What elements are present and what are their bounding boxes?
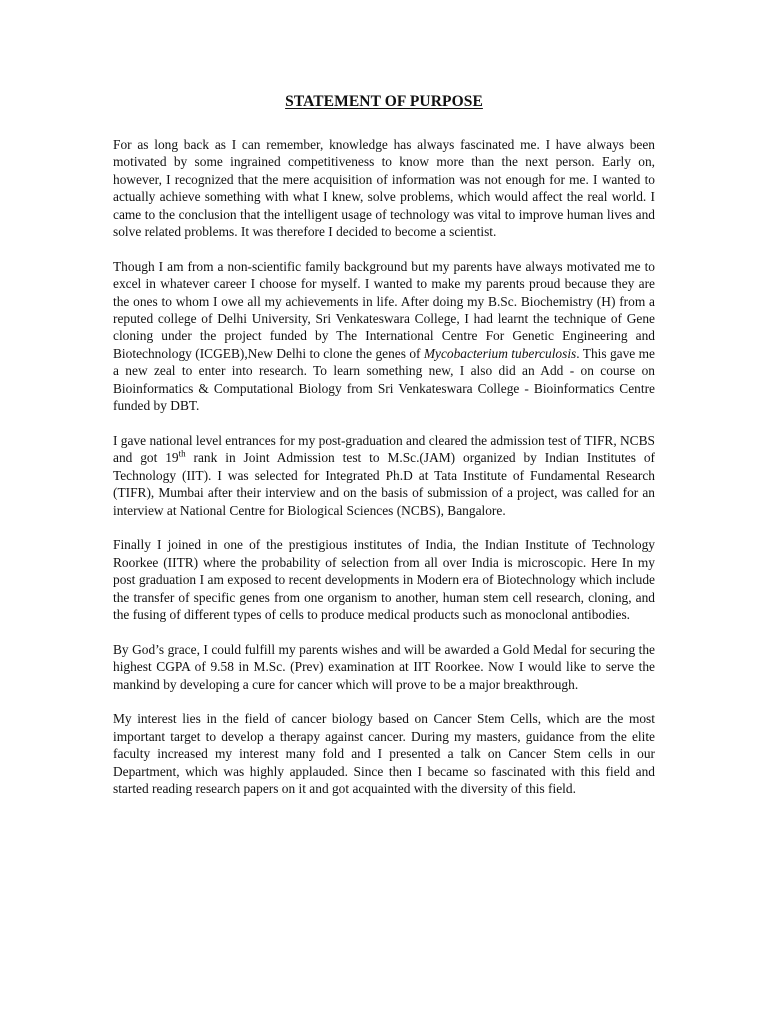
- paragraph-3: [113, 432, 655, 519]
- paragraph-2-text-b: . This gave me a new zeal to enter into research. To learn something new, I also did an Add - on course on Bioinformatics & Computational Biology from Sri Venkateswara College - Bioinformatics Centre funded by DBT.: [113, 345, 655, 414]
- document-page: [113, 92, 655, 815]
- paragraph-2-text-a: Though I am from a non-scientific family background but my parents have always motivated me to excel in whatever career I choose for myself. I wanted to make my parents proud because they are the ones to whom I owe all my achievements in life. After doing my B.Sc. Biochemistry (H) from a reputed college of Delhi University, Sri Venkateswara College, I had learnt the technique of Gene cloning under the project funded by The International Centre For Genetic Engineering and Biotechnology (ICGEB),New Delhi to clone the genes of: [113, 258, 655, 361]
- page-title: STATEMENT OF PURPOSE: [285, 93, 483, 110]
- paragraph-3-text-a: I gave national level entrances for my post-graduation and cleared the admission test of TIFR, NCBS and got 19: [113, 432, 655, 466]
- paragraph-5: By God’s grace, I could fulfill my parents wishes and will be awarded a Gold Medal for securing the highest CGPA of 9.58 in M.Sc. (Prev) examination at IIT Roorkee. Now I would like to serve the mankind by developing a cure for cancer which will prove to be a major breakthrough.: [113, 641, 655, 692]
- paragraph-2-italic: Mycobacterium tuberculosis: [423, 345, 577, 361]
- paragraph-6: My interest lies in the field of cancer biology based on Cancer Stem Cells, which are the most important target to develop a therapy against cancer. During my masters, guidance from the elite faculty increased my interest many fold and I presented a talk on Cancer Stem cells in our Department, which was highly applauded. Since then I became so fascinated with this field and started reading research papers on it and got acquainted with the diversity of this field.: [113, 711, 655, 796]
- paragraph-1: For as long back as I can remember, knowledge has always fascinated me. I have always been motivated by some ingrained competitiveness to know more than the next person. Early on, however, I recognized that the mere acquisition of information was not enough for me. I wanted to actually achieve something with what I knew, solve problems, which would affect the real world. I came to the conclusion that the intelligent usage of technology was vital to improve human lives and solve related problems. It was therefore I decided to become a scientist.: [113, 137, 655, 240]
- paragraph-4: Finally I joined in one of the prestigious institutes of India, the Indian Institute of Technology Roorkee (IITR) where the probability of selection from all over India is microscopic. Here In my post graduation I am exposed to recent developments in Modern era of Biotechnology which include the transfer of specific genes from one organism to another, human stem cell research, cloning, and the fusing of different types of cells to produce medical products such as monoclonal antibodies.: [113, 537, 655, 622]
- paragraph-3-superscript: th: [178, 448, 186, 459]
- paragraph-3-text-b: rank in Joint Admission test to M.Sc.(JAM) organized by Indian Institutes of Technology (IIT). I was selected for Integrated Ph.D at Tata Institute of Fundamental Research (TIFR), Mumbai after their interview and on the basis of submission of a project, was called for an interview at National Centre for Biological Sciences (NCBS), Bangalore.: [113, 450, 656, 518]
- paragraph-2: [113, 258, 655, 415]
